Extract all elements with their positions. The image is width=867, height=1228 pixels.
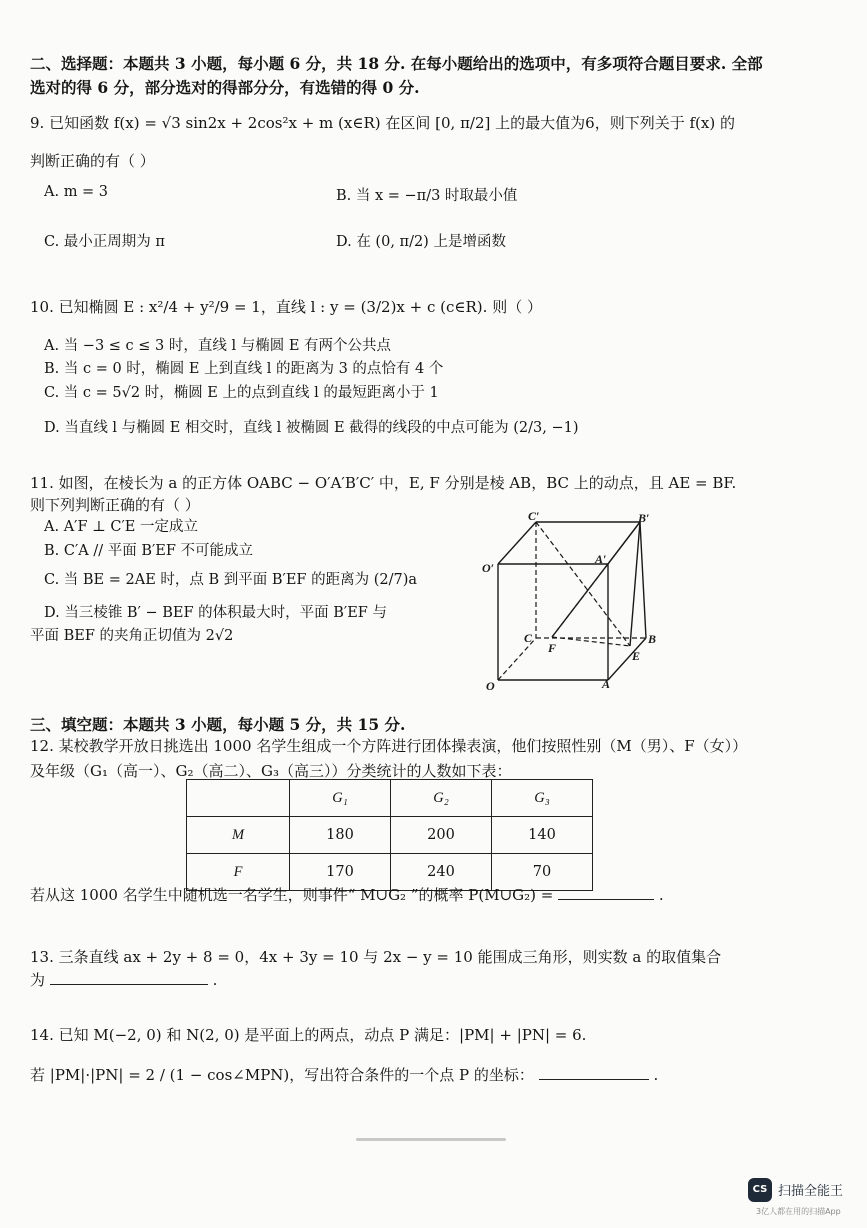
q10-option-d: D. 当直线 l 与椭圆 E 相交时，直线 l 被椭圆 E 截得的线段的中点可能为 (2/3, −1): [44, 420, 579, 436]
label-c: C: [524, 631, 533, 645]
edge-b1b: [640, 522, 646, 638]
q13-answer-suffix: .: [212, 971, 218, 989]
q9-stem-line1: 9. 已知函数 f(x) = √3 sin2x + 2cos²x + m (x∈R) 在区间 [0, π/2] 上的最大值为6，则下列关于 f(x) 的: [30, 114, 735, 132]
q14-answer-suffix: .: [653, 1066, 659, 1084]
q10-stem: 10. 已知椭圆 E : x²/4 + y²/9 = 1，直线 l : y = (3/2)x + c (c∈R). 则（ ）: [30, 298, 542, 316]
label-e: E: [632, 649, 641, 663]
q11-option-a: A. A′F ⊥ C′E 一定成立: [44, 519, 198, 535]
table-header-row: [187, 780, 593, 817]
table-cell: 70: [492, 854, 593, 891]
q14-answer-line: [30, 1064, 658, 1085]
section2-heading-line2: 选对的得 6 分，部分选对的得部分分，有选错的得 0 分.: [30, 78, 420, 97]
q14-answer-blank[interactable]: [539, 1079, 649, 1080]
q9-stem-line2: 判断正确的有（ ）: [30, 152, 155, 170]
q13-answer-line: [30, 969, 217, 990]
label-o: O: [486, 679, 495, 693]
table-cell: 170: [290, 854, 391, 891]
line-c1e-hidden: [536, 522, 630, 646]
label-b: B: [648, 632, 657, 646]
q12-stem-line1: 12. 某校教学开放日挑选出 1000 名学生组成一个方阵进行团体操表演，他们按照性别（M（男）、F（女））: [30, 737, 748, 755]
camscanner-tagline: 3亿人都在用的扫描App: [756, 1207, 841, 1216]
q10-option-c: C. 当 c = 5√2 时，椭圆 E 上的点到直线 l 的最短距离小于 1: [44, 385, 439, 401]
q12-answer-suffix: .: [658, 886, 664, 904]
table-header-cell: G₂: [391, 780, 492, 817]
q11-option-d-line2: 平面 BEF 的夹角正切值为 2√2: [30, 628, 234, 644]
label-f: F: [548, 641, 557, 655]
footer-smudge: [356, 1138, 506, 1141]
table-cell: M: [187, 817, 290, 854]
line-b1e: [630, 522, 640, 646]
label-c1: C′: [528, 510, 540, 523]
table-cell: 240: [391, 854, 492, 891]
cube-figure: [478, 510, 658, 700]
q11-option-b: B. C′A // 平面 B′EF 不可能成立: [44, 543, 254, 559]
q10-option-a: A. 当 −3 ≤ c ≤ 3 时，直线 l 与椭圆 E 有两个公共点: [44, 338, 392, 354]
table-header-cell: G₁: [290, 780, 391, 817]
camscanner-logo-icon: CS: [748, 1178, 772, 1202]
edge-ab: [608, 638, 646, 680]
q12-answer-prefix: 若从这 1000 名学生中随机选一名学生，则事件“ M∪G₂ ”的概率 P(M∪G₂) =: [30, 886, 554, 904]
q12-stem-line2: 及年级（G₁（高一）、G₂（高二）、G₃（高三））分类统计的人数如下表：: [30, 762, 512, 780]
table-cell: 200: [391, 817, 492, 854]
table-header-cell: G₃: [492, 780, 593, 817]
q11-option-c: C. 当 BE = 2AE 时，点 B 到平面 B′EF 的距离为 (2/7)a: [44, 572, 417, 588]
table-cell: F: [187, 854, 290, 891]
label-b1: B′: [638, 511, 650, 525]
edge-o1c1: [498, 522, 536, 564]
q11-option-d-line1: D. 当三棱锥 B′ − BEF 的体积最大时，平面 B′EF 与: [44, 605, 387, 621]
q12-answer-blank[interactable]: [558, 899, 654, 900]
camscanner-name: 扫描全能王: [778, 1184, 844, 1199]
section2-heading-line1: 二、选择题：本题共 3 小题，每小题 6 分，共 18 分. 在每小题给出的选项中，有多项符合题目要求. 全部: [30, 54, 763, 73]
q13-answer-prefix: 为: [30, 971, 46, 989]
section3-heading: 三、填空题：本题共 3 小题，每小题 5 分，共 15 分.: [30, 715, 406, 734]
q12-table: [186, 779, 593, 891]
q9-option-d: D. 在 (0, π/2) 上是增函数: [336, 234, 506, 250]
label-a1: A′: [595, 552, 607, 566]
table-cell: 140: [492, 817, 593, 854]
q12-answer-line: [30, 884, 664, 905]
table-row: [187, 817, 593, 854]
q9-option-a: A. m = 3: [44, 184, 109, 200]
q13-answer-blank[interactable]: [50, 984, 208, 985]
label-a: A: [602, 677, 611, 691]
label-o1: O′: [482, 561, 495, 575]
q14-answer-prefix: 若 |PM|·|PN| = 2 / (1 − cos∠MPN)，写出符合条件的一个点 P 的坐标：: [30, 1066, 534, 1084]
q13-stem-line1: 13. 三条直线 ax + 2y + 8 = 0，4x + 3y = 10 与 2x − y = 10 能围成三角形，则实数 a 的取值集合: [30, 948, 722, 966]
q9-option-c: C. 最小正周期为 π: [44, 234, 165, 250]
table-header-cell: [187, 780, 290, 817]
q11-stem-line2: 则下列判断正确的有（ ）: [30, 496, 200, 514]
q10-option-b: B. 当 c = 0 时，椭圆 E 上到直线 l 的距离为 3 的点恰有 4 个: [44, 361, 444, 377]
q11-stem-line1: 11. 如图，在棱长为 a 的正方体 OABC − O′A′B′C′ 中，E, F 分别是棱 AB，BC 上的动点，且 AE = BF.: [30, 474, 737, 492]
table-cell: 180: [290, 817, 391, 854]
q14-stem-line1: 14. 已知 M(−2, 0) 和 N(2, 0) 是平面上的两点，动点 P 满足：|PM| + |PN| = 6.: [30, 1026, 587, 1044]
q9-option-b: B. 当 x = −π/3 时取最小值: [336, 188, 518, 204]
